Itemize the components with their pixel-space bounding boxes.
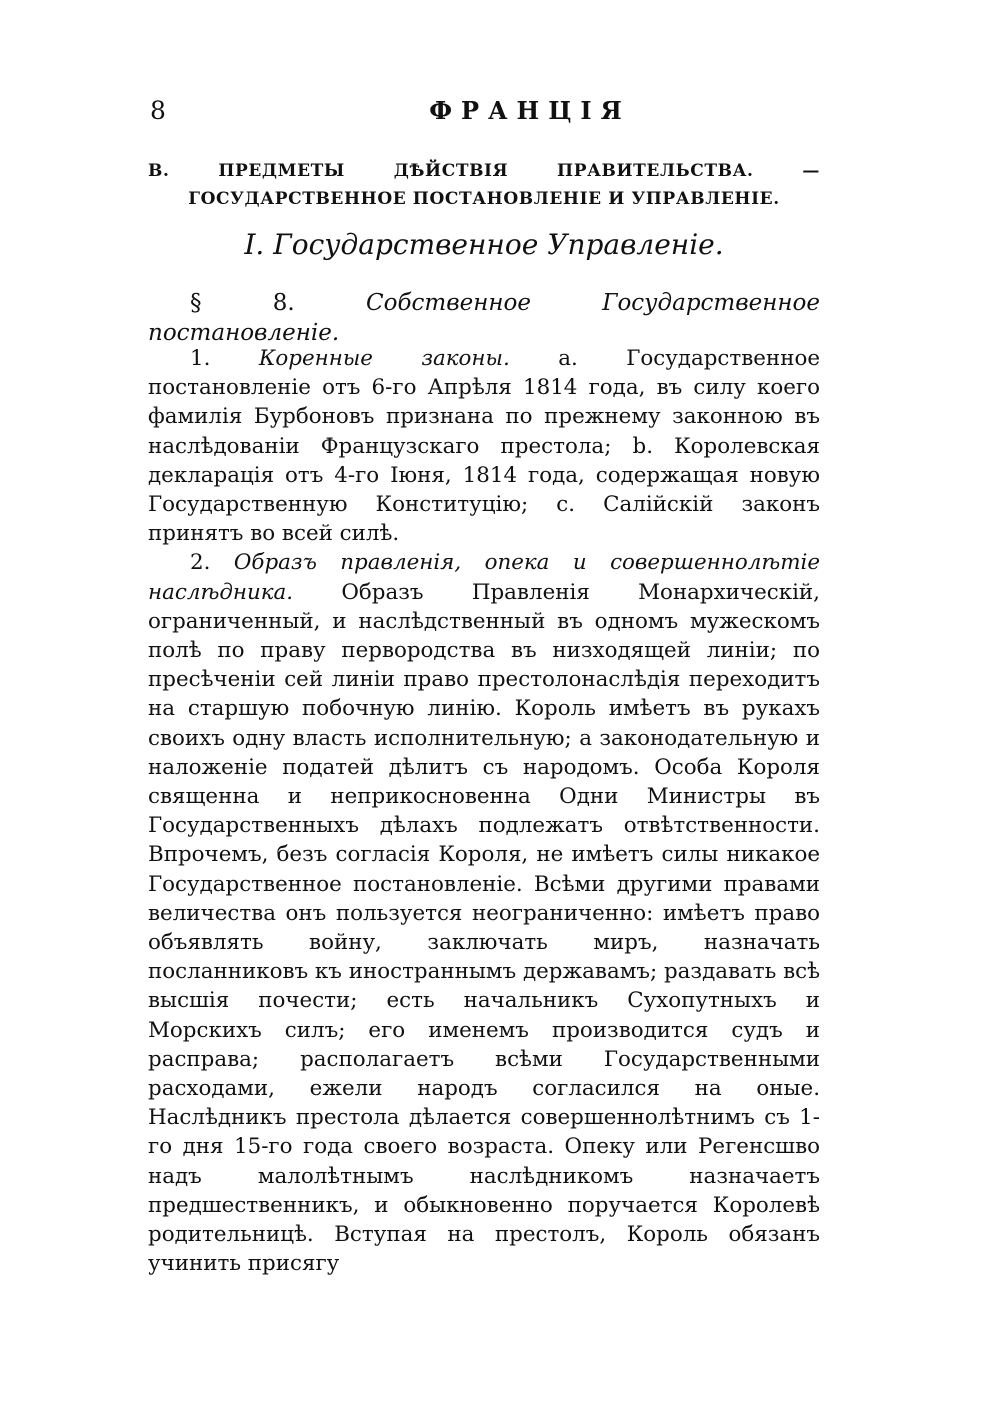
item-paragraph	[148, 548, 820, 1278]
item-text: Образъ Правленія Монархическій, ограниченный, и наслѣдственный въ одномъ мужескомъ полѣ по праву первородства въ низходящей линіи; по пресѣченіи сей линіи право престолонаслѣдія переходитъ на старшую побочную линію. Король имѣетъ въ рукахъ своихъ одну власть исполнительную; а законодательную и наложеніе податей дѣлитъ съ народомъ. Особа Короля священна и неприкосновенна Одни Министры въ Государственныхъ дѣлахъ подлежатъ отвѣтственности. Впрочемъ, безъ согласія Короля, не имѣетъ силы никакое Государственное постановленіе. Всѣми другими правами величества онъ пользуется неограниченно: имѣетъ право объявлять войну, заключать миръ, назначать посланниковъ къ иностраннымъ державамъ; раздавать всѣ высшія почести; есть начальникъ Сухопутныхъ и Морскихъ силъ; его именемъ производится судъ и расправа; располагаетъ всѣми Государственными расходами, ежели народъ согласился на оные. Наслѣдникъ престола дѣлается совершеннолѣтнимъ съ 1-го дня 15-го года своего возраста. Опеку или Регенсшво надъ малолѣтнымъ наслѣдникомъ назначаетъ предшественникъ, и обыкновенно поручается Королевѣ родительницѣ. Вступая на престолъ, Король обязанъ учинить присягу	[148, 579, 820, 1277]
item-text: а. Государственное постановленіе отъ 6-го Апрѣля 1814 года, въ силу коего фамилія Бурбоновъ признана по прежнему законною въ наслѣдованіи Французскаго престола; b. Королевская декларація отъ 4-го Іюня, 1814 года, содержащая новую Государственную Конституцію; c. Салійскій законъ принятъ во всей силѣ.	[148, 346, 820, 547]
item-number: 2.	[190, 550, 211, 576]
paragraph-heading	[148, 288, 820, 348]
item-title: Коренные законы.	[258, 346, 510, 371]
item-paragraph	[148, 344, 820, 548]
chapter-title: I. Государственное Управленіе.	[244, 228, 724, 261]
body-text	[148, 344, 820, 1279]
item-number: 1.	[190, 346, 211, 371]
paragraph-heading-text: Собственное Государственное постановленіе.	[148, 290, 820, 346]
running-title: ФРАНЦІЯ	[429, 96, 631, 125]
paragraph-symbol: § 8.	[190, 290, 295, 316]
item-title: Образъ правленія, опека и совершеннолѣтіе наслѣдника.	[148, 550, 820, 605]
section-heading: В. ПРЕДМЕТЫ ДѢЙСТВІЯ ПРАВИТЕЛЬСТВА. — ГОСУДАРСТВЕННОЕ ПОСТАНОВЛЕНІЕ И УПРАВЛЕНІЕ.	[148, 161, 820, 209]
page-number: 8	[150, 96, 166, 125]
